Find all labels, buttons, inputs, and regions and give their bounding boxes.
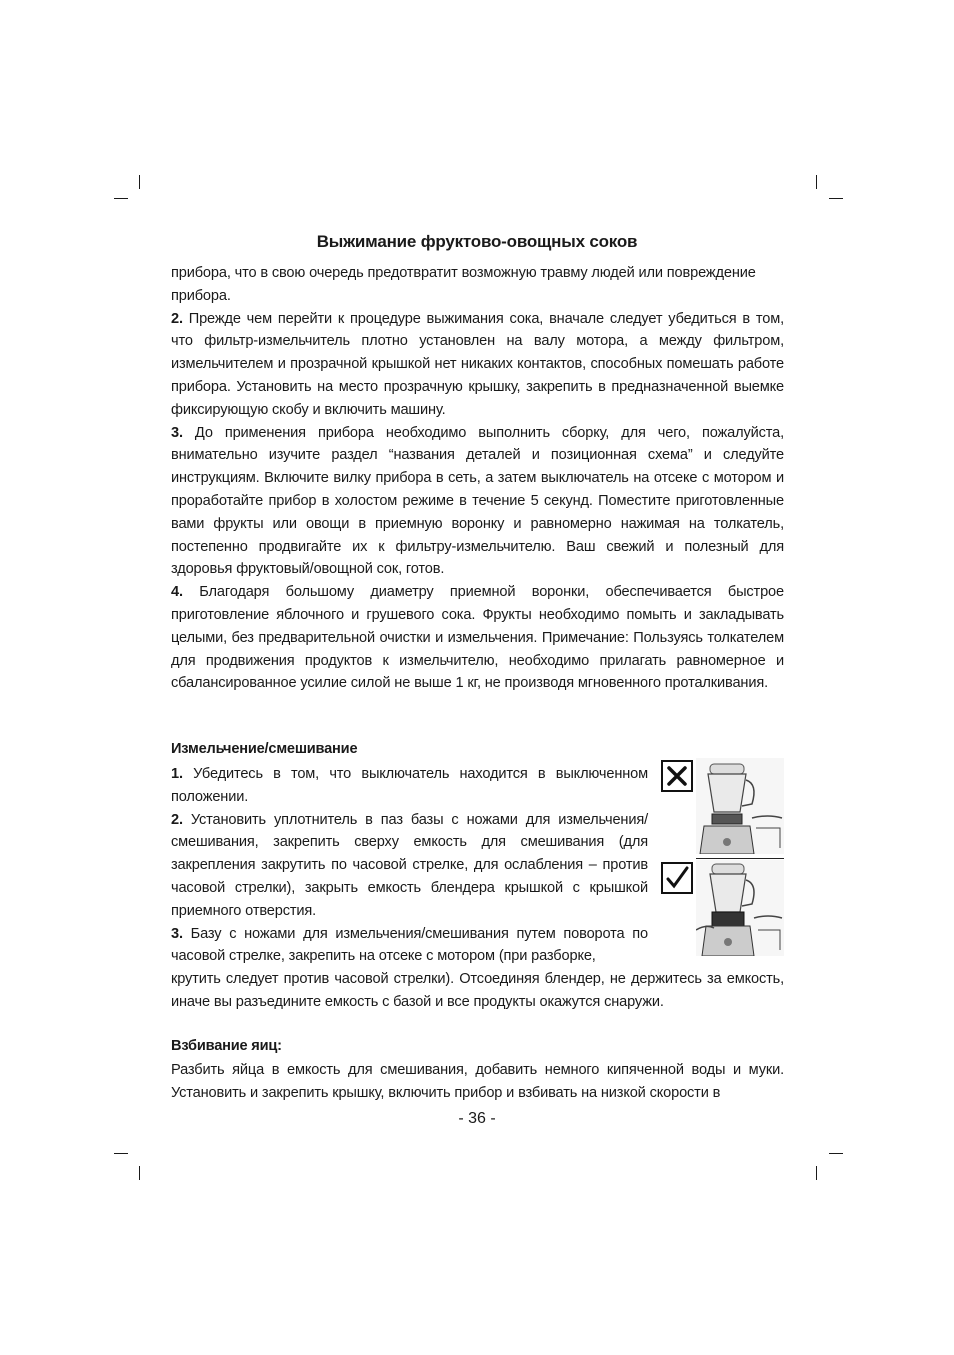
crop-mark-bottom-left-h xyxy=(114,1153,128,1154)
blending-step-3 xyxy=(171,923,648,969)
check-mark-icon xyxy=(661,862,693,894)
eggs-heading: Взбивание яиц: xyxy=(171,1038,282,1054)
juicing-step-4 xyxy=(171,581,784,695)
blender-correct-assembly-image xyxy=(696,860,784,956)
blender-wrong-assembly-image xyxy=(696,758,784,854)
juicing-step-2 xyxy=(171,308,784,422)
intro-line-1: прибора, что в свою очередь предотвратит возможную травму людей или повреждение xyxy=(171,265,756,281)
step-text: Благодаря большому диаметру приемной воронки, обеспечивается быстрое приготовление яблочного и грушевого сока. Фрукты необходимо помыть и закладывать целыми, без предварительной очистки и измельчения. Примечание: Пользуясь толкателем для продвижения продуктов к измельчителю, необходимо прилагать равномерное и сбалансированное усилие силой не выше 1 кг, не производя мгновенного проталкивания. xyxy=(171,584,784,692)
blending-section xyxy=(171,763,648,968)
step-number: 3. xyxy=(171,424,183,441)
blending-step-2 xyxy=(171,809,648,923)
figure-divider xyxy=(696,858,784,859)
blending-heading: Измельчение/смешивание xyxy=(171,741,358,757)
step-text: Прежде чем перейти к процедуре выжимания сока, вначале следует убедиться в том, что фильтр-измельчитель плотно установлен на валу мотора, а между фильтром, измельчителем и прозрачной крышкой нет никаких контактов, способных помешать работе прибора. Установить на место прозрачную крышку, закрепить в предназначенной выемке фиксирующую скобу и включить машину. xyxy=(171,310,784,418)
crop-mark-top-left-h xyxy=(114,198,128,199)
step-number: 2. xyxy=(171,811,183,828)
step-text: Установить уплотнитель в паз базы с ножами для измельчения/смешивания, закрепить сверху емкость для смешивания (для закрепления закрутить по часовой стрелке, для ослабления – против часовой стрелки), закрыть емкость блендера крышкой с крышкой приемного отверстия. xyxy=(171,811,648,919)
page-number: - 36 - xyxy=(458,1110,496,1127)
step-number: 3. xyxy=(171,925,183,942)
step-number: 1. xyxy=(171,766,183,782)
crop-mark-bottom-right-h xyxy=(829,1153,843,1154)
eggs-text: Разбить яйца в емкость для смешивания, добавить немного кипяченной воды и муки. Установить и закрепить крышку, включить прибор и взбивать на низкой скорости в xyxy=(171,1062,784,1101)
step-text: Базу с ножами для измельчения/смешивания путем поворота по часовой стрелке, закрепить на отсеке с мотором (при разборке, xyxy=(171,925,648,965)
crop-mark-top-right-v xyxy=(816,175,817,189)
juicing-section xyxy=(171,262,784,695)
step-number: 2. xyxy=(171,310,183,327)
juicing-step-3 xyxy=(171,422,784,582)
crop-mark-top-left-v xyxy=(139,175,140,189)
blending-step-1 xyxy=(171,763,648,809)
crop-mark-bottom-left-v xyxy=(139,1166,140,1180)
crop-mark-top-right-h xyxy=(829,198,843,199)
step-text: До применения прибора необходимо выполнить сборку, для чего, пожалуйста, внимательно изучите раздел “названия деталей и позиционная схема” и следуйте инструкциям. Включите вилку прибора в сеть, а затем выключатель на отсеке с мотором и проработайте прибор в холостом режиме в течение 5 секунд. Поместите приготовленные вами фрукты или овощи в приемную воронку и равномерно нажимая на толкатель, постепенно продвигайте их к фильтру-измельчителю. Ваш свежий и полезный для здоровья фруктовый/овощной сок, готов. xyxy=(171,424,784,578)
blending-step-3-continued: крутить следует против часовой стрелки). Отсоединяя блендер, не держитесь за емкость, иначе вы разъедините емкость с базой и все продукты окажутся снаружи. xyxy=(171,971,784,1010)
blender-illustration xyxy=(658,758,784,958)
step-number: 4. xyxy=(171,584,183,601)
page-title: Выжимание фруктово-овощных соков xyxy=(316,232,638,251)
step-text: Убедитесь в том, что выключатель находится в выключенном положении. xyxy=(171,766,648,805)
intro-line-2: прибора. xyxy=(171,287,231,304)
crop-mark-bottom-right-v xyxy=(816,1166,817,1180)
cross-mark-icon xyxy=(661,760,693,792)
